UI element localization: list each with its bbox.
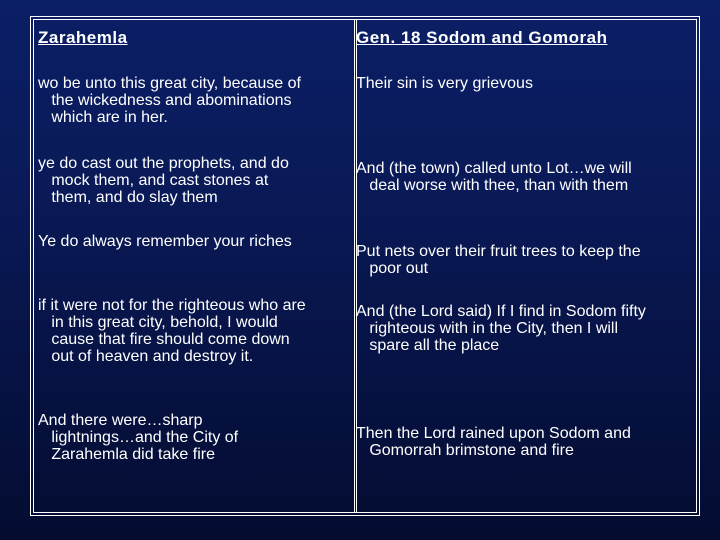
row-1-left: wo be unto this great city, because of the wickedness and abominations which are in her. [38,75,301,126]
row-4-left: if it were not for the righteous who are in this great city, behold, I would cause that fire should come down out of heaven and destroy it. [38,297,306,365]
comparison-table [30,16,700,516]
row-1-right: Their sin is very grievous [356,75,533,92]
row-2-right: And (the town) called unto Lot…we will deal worse with thee, than with them [356,160,632,194]
row-5-right: Then the Lord rained upon Sodom and Gomorrah brimstone and fire [356,425,631,459]
row-5-left: And there were…sharp lightnings…and the City of Zarahemla did take fire [38,412,239,463]
row-2-left: ye do cast out the prophets, and do mock them, and cast stones at them, and do slay them [38,155,289,206]
row-3-right: Put nets over their fruit trees to keep the poor out [356,243,641,277]
header-zarahemla: Zarahemla [38,28,128,47]
header-sodom-gomorah: Gen. 18 Sodom and Gomorah [356,28,608,47]
row-3-left: Ye do always remember your riches [38,233,292,250]
row-4-right: And (the Lord said) If I find in Sodom fifty righteous with in the City, then I will spare all the place [356,303,646,354]
